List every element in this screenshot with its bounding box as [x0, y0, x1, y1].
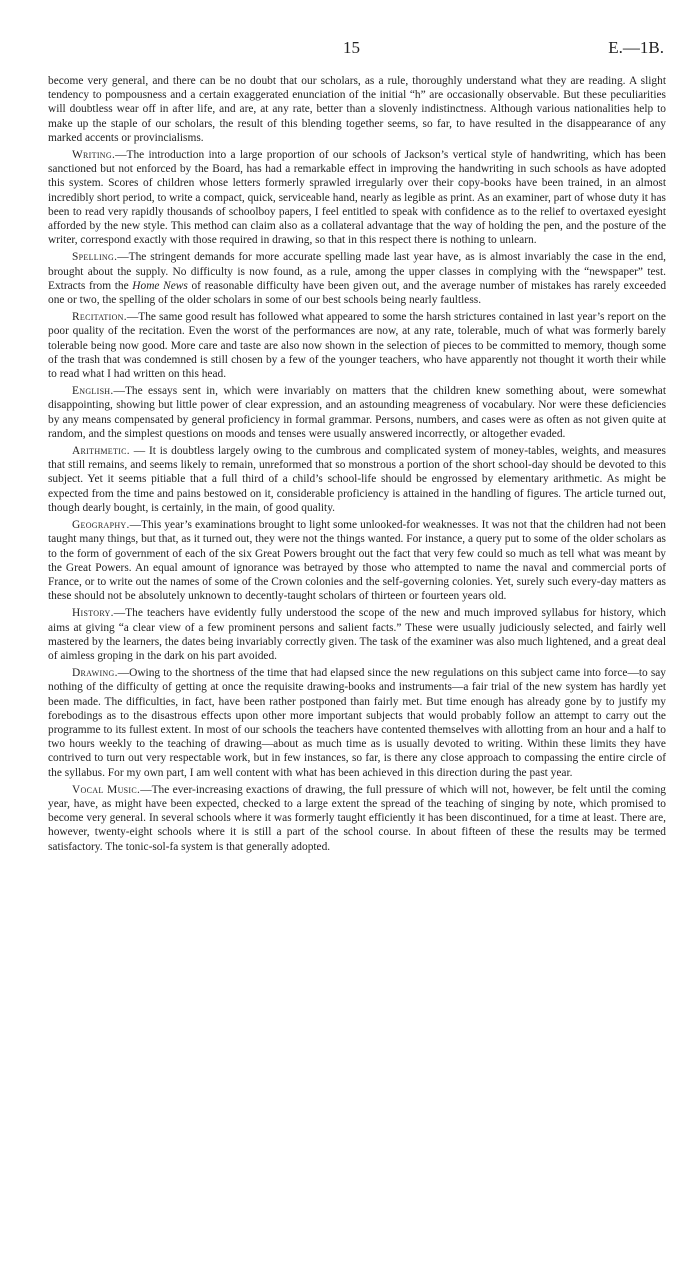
paragraph-text: —Owing to the shortness of the time that had elapsed since the new regulations on this subject came into force—to say nothing of the difficulty of getting at once the requisite drawing-books and instruments—a fair trial of the new system has hardly yet been made. The difficulties, in fact, have been rather postponed than fairly met. But time enough has already gone by to justify my forebodings as to the disastrous effects upon other more important subjects that would probably follow an attempt to carry out the programme to its fullest extent. In most of our schools the teachers have contented themselves with allotting from an hour and a half to two hours weekly to the teaching of drawing—about as much time as is usually devoted to writing. Within these limits they have contrived to turn out very respectable work, but in few instances, so far, is there any close approach to compassing the entire circle of the syllabus. For my own part, I am well content with what has been achieved in this direction during the past year. [48, 667, 666, 779]
section-heading-spelling: Spelling. [72, 251, 118, 264]
paragraph-history [48, 606, 666, 663]
newspaper-title: Home News [132, 279, 188, 292]
paragraph-text: —This year’s examinations brought to light some unlooked-for weaknesses. It was not that the children had not been taught many things, but that, as it turned out, they were not the things wanted. For instance, a query put to some of the older scholars as to the form of government of each of the six Great Powers brought out the fact that very few could so much as tell what was meant by the Great Powers. An equal amount of ignorance was betrayed by those who attempted to name the naval and commercial ports of France, or to write out the names of some of the Crown colonies and the self-governing colonies. Yet, surely such every-day matters as these should not be absolutely unknown to decently-taught scholars of thirteen or fourteen years old. [48, 519, 666, 603]
paragraph-english [48, 384, 666, 441]
document-reference: E.—1B. [608, 38, 664, 57]
paragraph-vocal-music [48, 783, 666, 854]
section-heading-recitation: Recitation. [72, 311, 127, 324]
page-header [0, 38, 700, 60]
section-heading-history: History. [72, 607, 114, 620]
paragraph-reading [48, 74, 666, 145]
section-heading-vocal-music: Vocal Music. [72, 783, 141, 796]
section-heading-english: English. [72, 385, 114, 398]
paragraph-text: —The stringent demands for more accurate spelling made last year have, as is almost invariably the case in the end, brought about the supply. No difficulty is now found, as a rule, among the upper classes in complying with the “newspaper” test. Extracts from the [48, 251, 666, 292]
paragraph-text: —The essays sent in, which were invariably on matters that the children knew something about, were somewhat disappointing, showing but little power of clear expression, and an astounding meagreness of vocabulary. Nor were these deficiencies by any means compensated by general proficiency in formal grammar. Persons, numbers, and cases were as often as not given quite at random, and the simplest questions on moods and tenses were usually answered incorrectly, or altogether evaded. [48, 385, 666, 440]
paragraph-text: — It is doubtless largely owing to the cumbrous and complicated system of money-tables, weights, and measures that still remains, and seems likely to remain, unreformed that so monstrous a portion of the short school-day should be devoted to this subject. Yet it seems pitiable that a full third of a child’s school-life should be engrossed by elementary arithmetic. As might be expected from the time and pains bestowed on it, considerable proficiency is attained in the handling of figures. The article turned out, though dearly bought, is certainly, in the main, of good quality. [48, 445, 666, 514]
paragraph-text: of reasonable difficulty have been given out, and the average number of mistakes has rarely exceeded one or two, the spelling of the older scholars in some of our best schools being nearly faultless. [48, 279, 667, 307]
paragraph-geography [48, 518, 666, 603]
paragraph-recitation [48, 310, 666, 381]
paragraph-text: —The same good result has followed what appeared to some the harsh strictures contained in last year’s report on the poor quality of the recitation. Even the worst of the performances are now, at any rate, tolerable, much of what was formerly barely tolerable being now good. More care and taste are also now shown in the selection of pieces to be committed to memory, though some of the trash that was condemned is still chosen by a few of the younger teachers, who have apparently not thought it worth their while to read what I had written on this head. [48, 311, 666, 381]
paragraph-text: become very general, and there can be no doubt that our scholars, as a rule, thoroughly understand what they are reading. A slight tendency to pompousness and a certain exaggerated enunciation of the initial “h” are occasionally observable. But these peculiarities will doubtless wear off in after life, and are, at any rate, better than a slovenly indistinctness. Although various nationalities help to make up the staple of our scholars, the result of this blending together seems, so far, to have resulted in the disappearance of any marked accents or provincialisms. [48, 75, 666, 144]
paragraph-text: —The ever-increasing exactions of drawing, the full pressure of which will not, however, be felt until the coming year, have, as might have been expected, checked to a large extent the spread of the teaching of singing by note, which promised to become very general. In several schools where it was formerly taught efficiently it has been discontinued, for a time at least. There are, however, twenty-eight schools where it is still a part of the school course. In about fifteen of these the results may be termed satisfactory. The tonic-sol-fa system is that generally adopted. [48, 783, 666, 853]
paragraph-text: —The introduction into a large proportion of our schools of Jackson’s vertical style of handwriting, which has been sanctioned but not enforced by the Board, has had a remarkable effect in improving the handwriting in such schools as have adopted this system. Scores of children whose letters formerly sprawled irregularly over their copy-books have been trained, in an almost incredibly short period, to write a compact, quick, serviceable hand, nearly as legible as print. As an examiner, part of whose duty it has been to read very rapidly thousands of schoolboy papers, I feel entitled to speak with confidence as to the relief to overtaxed eyesight afforded by the new style. This method can claim also as a collateral advantage that the way of holding the pen, and the posture of the writer, correspond exactly with those required in drawing, so that in this respect there is nothing to unlearn. [48, 149, 666, 247]
paragraph-writing [48, 148, 666, 247]
section-heading-writing: Writing. [72, 149, 116, 162]
report-body [48, 74, 666, 857]
paragraph-spelling [48, 250, 666, 307]
paragraph-drawing [48, 666, 666, 780]
section-heading-drawing: Drawing. [72, 667, 118, 680]
section-heading-arithmetic: Arithmetic. [72, 445, 130, 458]
section-heading-geography: Geography. [72, 519, 130, 532]
page-number: 15 [343, 38, 360, 57]
paragraph-arithmetic [48, 444, 666, 515]
paragraph-text: —The teachers have evidently fully understood the scope of the new and much improved syllabus for history, which aims at giving “a clear view of a few prominent persons and salient facts.” These were usually judiciously selected, and fairly well mastered by the learners, the dates being invariably correctly given. The task of the examiner was also much lightened, and a great deal of aimless groping in the dark on his part avoided. [48, 607, 666, 662]
